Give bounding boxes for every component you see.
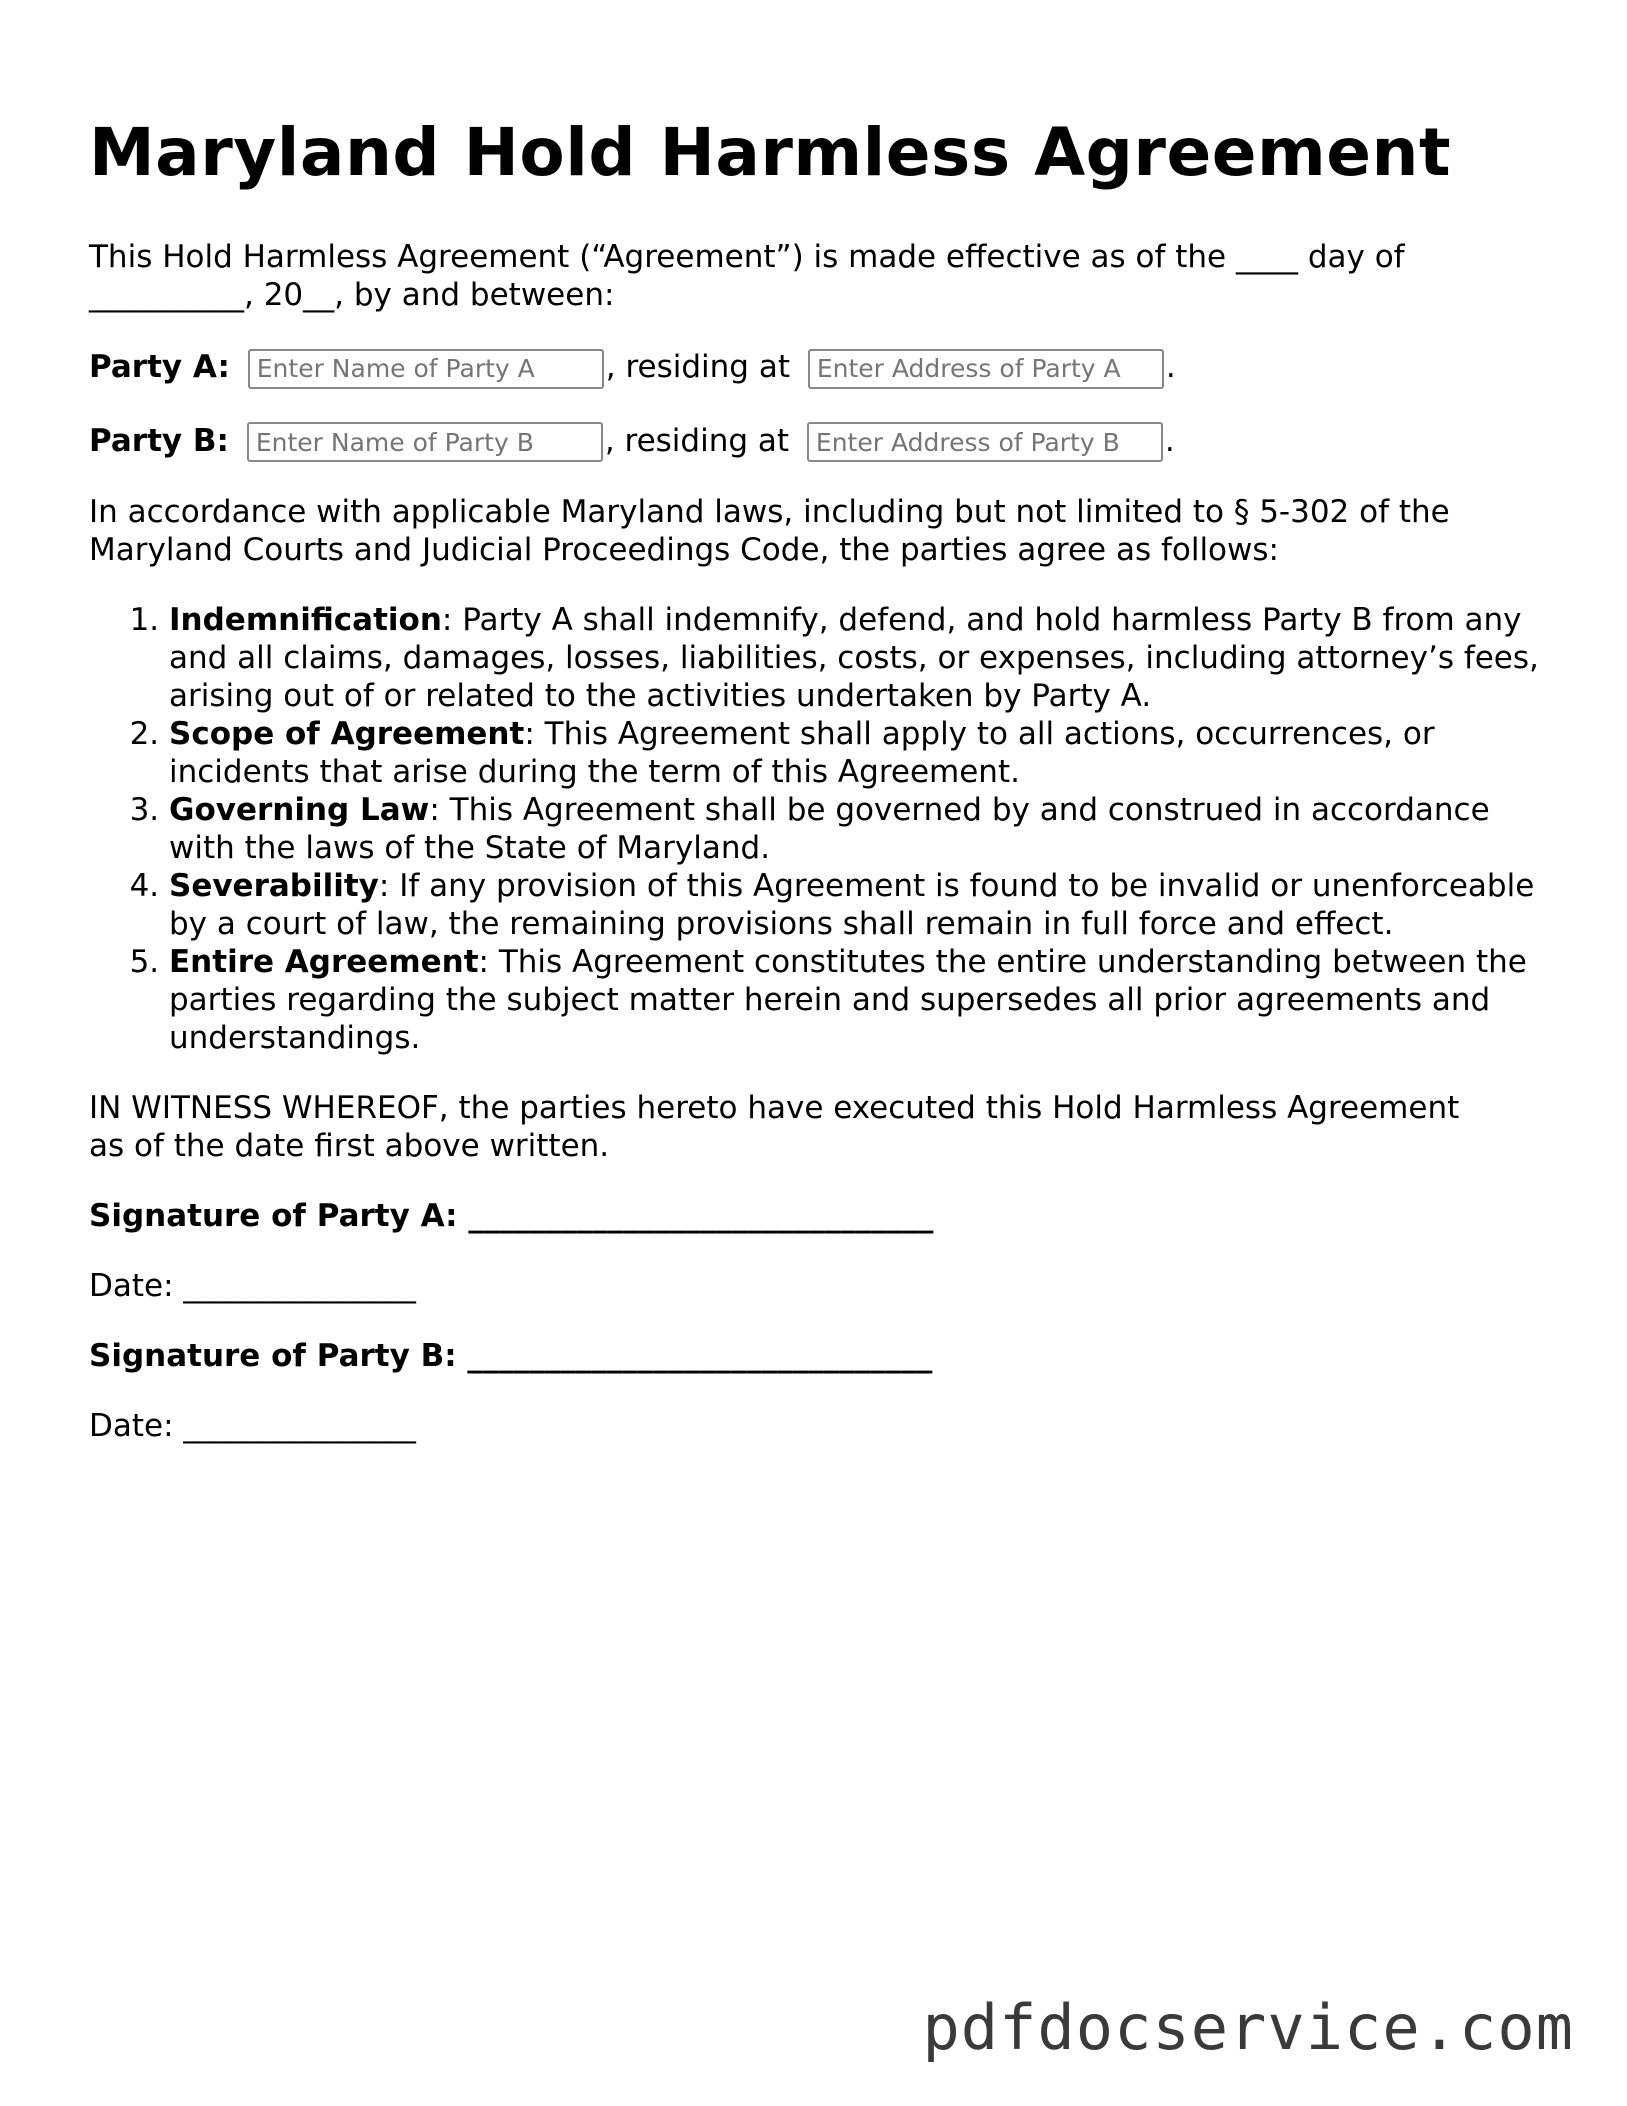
residing-text: , residing at: [604, 422, 790, 459]
residing-text: , residing at: [605, 349, 790, 385]
party-b-address-input[interactable]: [807, 422, 1163, 462]
list-item: [169, 943, 1539, 1057]
party-a-row: [89, 346, 1539, 389]
list-item: [169, 791, 1539, 867]
laws-line: Maryland Courts and Judicial Proceedings Code, the parties agree as follows:: [89, 532, 1279, 568]
intro-line: This Hold Harmless Agreement (“Agreement”) is made effective as of the ____ day of: [89, 239, 1405, 275]
clauses-list: [89, 601, 1539, 1057]
document-page: [89, 108, 1539, 1477]
witness-line: as of the date first above written.: [89, 1128, 610, 1164]
watermark-text: pdfdocservice.com: [922, 1991, 1574, 2064]
clause-text: : This Agreement shall be governed by and construed in accordance with the laws of the State of Maryland.: [169, 792, 1490, 866]
clause-term: Governing Law: [169, 792, 430, 828]
period: .: [1164, 422, 1175, 459]
period: .: [1165, 349, 1176, 385]
clause-term: Scope of Agreement: [169, 716, 525, 752]
party-b-label: Party B:: [89, 422, 229, 459]
intro-line: __________, 20__, by and between:: [89, 277, 615, 313]
clause-term: Entire Agreement: [169, 944, 479, 980]
signature-party-b: Signature of Party B: ______________________________: [89, 1338, 933, 1374]
clause-term: Indemnification: [169, 602, 442, 638]
clause-text: : Party A shall indemnify, defend, and hold harmless Party B from any and all claims, damages, losses, liabilities, costs, or expenses, including attorney’s fees, arising out of or related to the activities undertaken by Party A.: [169, 602, 1539, 714]
party-b-name-input[interactable]: [247, 422, 603, 462]
list-item: [169, 715, 1539, 791]
laws-paragraph: [89, 493, 1539, 569]
signature-party-a: Signature of Party A: ______________________________: [89, 1198, 934, 1234]
witness-paragraph: [89, 1089, 1539, 1165]
clause-text: : This Agreement constitutes the entire understanding between the parties regarding the subject matter herein and supersedes all prior agreements and understandings.: [169, 944, 1527, 1056]
document-title: Maryland Hold Harmless Agreement: [89, 114, 1452, 191]
list-item: [169, 867, 1539, 943]
witness-line: IN WITNESS WHEREOF, the parties hereto have executed this Hold Harmless Agreement: [89, 1090, 1460, 1126]
date-party-b: Date: _______________: [89, 1408, 416, 1444]
laws-line: In accordance with applicable Maryland laws, including but not limited to § 5-302 of the: [89, 494, 1450, 530]
date-party-a: Date: _______________: [89, 1268, 416, 1304]
party-a-address-input[interactable]: [808, 349, 1164, 389]
list-item: [169, 601, 1539, 715]
party-a-label: Party A:: [89, 349, 230, 385]
clause-text: : If any provision of this Agreement is found to be invalid or unenforceable by a court of law, the remaining provisions shall remain in full force and effect.: [169, 868, 1535, 942]
clause-text: : This Agreement shall apply to all actions, occurrences, or incidents that arise during the term of this Agreement.: [169, 716, 1435, 790]
party-a-name-input[interactable]: [248, 349, 604, 389]
clause-term: Severability: [169, 868, 379, 904]
intro-paragraph: [89, 238, 1539, 314]
party-b-row: [89, 420, 1539, 463]
